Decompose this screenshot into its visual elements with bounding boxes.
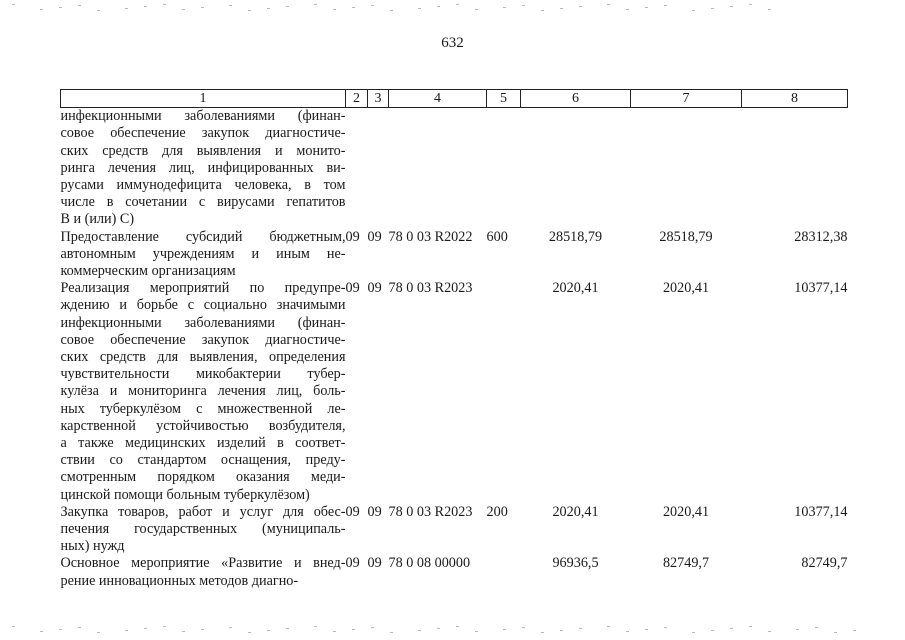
header-col-7: 7 [631, 90, 742, 108]
target-article-code: 78 0 08 00000 [388, 555, 471, 572]
scan-speck [333, 631, 336, 632]
description-line: ных) нужд [60, 538, 125, 555]
scan-speck [125, 630, 128, 631]
scan-speck [475, 9, 478, 10]
table-row [61, 108, 848, 229]
description-line: карственной устойчивостью возбудителя, [60, 417, 346, 434]
scan-speck [229, 627, 232, 628]
description-line: инфекционными заболеваниями (финан- [60, 314, 346, 331]
scan-speck [711, 8, 714, 9]
scan-speck [390, 632, 393, 633]
scan-noise-bottom [0, 626, 905, 636]
scan-speck [503, 629, 506, 630]
description-line: совое обеспечение закупок диагностиче- [60, 331, 346, 348]
table-row [61, 229, 848, 281]
scan-speck [541, 632, 544, 633]
scan-speck [97, 632, 100, 633]
scan-speck [645, 7, 648, 8]
description-line: инфекционными заболеваниями (финан- [60, 108, 346, 125]
scan-speck [579, 6, 582, 7]
scan-noise-top [0, 4, 905, 14]
scan-speck [267, 630, 270, 631]
section-code: 09 [345, 228, 360, 245]
amount-col-7: 28518,79 [659, 228, 713, 245]
row-description [61, 229, 346, 281]
scan-speck [12, 4, 15, 5]
section-code: 09 [345, 280, 360, 297]
row-description [61, 504, 346, 556]
scan-speck [730, 628, 733, 629]
scan-speck [125, 8, 128, 9]
scan-speck [182, 9, 185, 10]
scan-speck [664, 627, 667, 628]
amount-col-7 [631, 108, 742, 229]
scan-speck [560, 8, 563, 9]
row-description [61, 108, 346, 229]
target-article-code [389, 108, 487, 229]
scan-speck [607, 626, 610, 627]
amount-col-8: 82749,7 [801, 555, 848, 572]
scan-speck [352, 629, 355, 630]
scan-speck [475, 631, 478, 632]
section-code [346, 108, 368, 229]
description-line: коммерческим организациям [60, 263, 236, 280]
amount-col-8: 10377,14 [794, 503, 848, 520]
scan-speck [626, 631, 629, 632]
description-line: ждению и борьбе с социально значимыми [60, 297, 346, 314]
scan-speck [201, 7, 204, 8]
description-line: ствии со стандартом оснащения, преду- [60, 452, 346, 469]
amount-col-7: 2020,41 [662, 280, 710, 297]
scan-speck [834, 632, 837, 633]
scan-speck [286, 628, 289, 629]
description-line: цинской помощи больным туберкулёзом) [60, 486, 310, 503]
page-number: 632 [441, 35, 464, 51]
table-row [61, 555, 848, 589]
scan-speck [607, 4, 610, 5]
description-line: ринга лечения лиц, инфицированных ви- [60, 159, 346, 176]
scan-speck [522, 627, 525, 628]
scan-speck [352, 7, 355, 8]
amount-col-6: 2020,41 [552, 280, 599, 297]
amount-col-7: 82749,7 [662, 555, 710, 572]
header-col-4: 4 [389, 90, 487, 108]
scan-speck [78, 627, 81, 628]
description-line: а также медицинских изделий в соответ- [60, 435, 346, 452]
scan-speck [314, 4, 317, 5]
scan-speck [418, 630, 421, 631]
amount-col-6: 28518,79 [548, 228, 603, 245]
subsection-code: 09 [367, 503, 382, 520]
description-line: смотренным порядком оказания меди- [60, 469, 346, 486]
description-line: рение инновационных методов диагно- [60, 572, 299, 589]
scan-speck [12, 626, 15, 627]
expense-type-code [487, 555, 521, 589]
target-article-code: 78 0 03 R2022 [388, 228, 473, 245]
scan-speck [144, 6, 147, 7]
subsection-code: 09 [367, 555, 382, 572]
scan-speck [730, 6, 733, 7]
header-col-8: 8 [742, 90, 848, 108]
expense-type-code [487, 108, 521, 229]
target-article-code: 78 0 03 R2023 [388, 280, 473, 297]
subsection-code: 09 [367, 280, 382, 297]
scan-speck [40, 631, 43, 632]
header-col-6: 6 [521, 90, 631, 108]
scan-speck [163, 4, 166, 5]
expense-type-code: 600 [486, 228, 508, 245]
scan-speck [768, 9, 771, 10]
description-line: ных туберкулёзом с множественной ле- [60, 400, 346, 417]
scan-speck [267, 8, 270, 9]
description-line: печения государственных (муниципаль- [60, 521, 346, 538]
scan-speck [853, 630, 856, 631]
header-col-1: 1 [61, 90, 346, 108]
scan-speck [248, 10, 251, 11]
description-line: ских средств для выявления, определения [60, 349, 346, 366]
scan-speck [144, 628, 147, 629]
scan-speck [749, 4, 752, 5]
scan-speck [286, 6, 289, 7]
scan-speck [371, 627, 374, 628]
scan-speck [692, 632, 695, 633]
scan-speck [768, 631, 771, 632]
scan-speck [796, 629, 799, 630]
section-code: 09 [345, 503, 360, 520]
scan-speck [333, 9, 336, 10]
scan-speck [248, 632, 251, 633]
scan-speck [201, 629, 204, 630]
scan-speck [390, 10, 393, 11]
table-row [61, 280, 848, 504]
amount-col-6 [521, 108, 631, 229]
header-col-2: 2 [346, 90, 368, 108]
description-line: русами иммунодефицита человека, в том [60, 177, 346, 194]
scan-speck [522, 5, 525, 6]
description-line: Реализация мероприятий по предупре- [60, 280, 346, 297]
scan-speck [59, 7, 62, 8]
subsection-code: 09 [367, 228, 382, 245]
amount-col-8 [742, 108, 848, 229]
scan-speck [626, 9, 629, 10]
scan-speck [97, 10, 100, 11]
scan-speck [40, 9, 43, 10]
description-line: автономным учреждениям и иным не- [60, 245, 346, 262]
scan-speck [749, 626, 752, 627]
scan-speck [560, 630, 563, 631]
description-line: числе в сочетании с вирусами гепатитов [60, 194, 346, 211]
scan-speck [456, 626, 459, 627]
expense-type-code [487, 280, 521, 504]
scan-speck [711, 630, 714, 631]
scan-speck [437, 6, 440, 7]
description-line: В и (или) С) [60, 211, 135, 228]
section-code: 09 [345, 555, 360, 572]
header-row [61, 90, 848, 108]
scan-speck [163, 626, 166, 627]
header-col-3: 3 [368, 90, 389, 108]
scan-speck [78, 5, 81, 6]
scan-speck [314, 626, 317, 627]
subsection-code [368, 108, 389, 229]
scan-speck [59, 629, 62, 630]
scan-speck [229, 5, 232, 6]
description-line: совое обеспечение закупок диагностиче- [60, 125, 346, 142]
scan-speck [182, 631, 185, 632]
row-description [61, 280, 346, 504]
expense-type-code: 200 [486, 503, 508, 520]
amount-col-7: 2020,41 [662, 503, 710, 520]
amount-col-6: 96936,5 [552, 555, 599, 572]
description-line: кулёза и мониторинга лечения лиц, боль- [60, 383, 346, 400]
budget-table [60, 89, 848, 590]
scan-speck [815, 627, 818, 628]
description-line: Основное мероприятие «Развитие и внед- [60, 555, 346, 572]
scan-speck [541, 10, 544, 11]
amount-col-6: 2020,41 [552, 503, 599, 520]
description-line: ских средств для выявления и монито- [60, 142, 346, 159]
scan-speck [418, 8, 421, 9]
scan-speck [371, 5, 374, 6]
scan-speck [692, 10, 695, 11]
table-row [61, 504, 848, 556]
scan-speck [664, 5, 667, 6]
description-line: Закупка товаров, работ и услуг для обес- [60, 503, 346, 520]
amount-col-8: 28312,38 [794, 228, 848, 245]
description-line: чувствительности микобактерии тубер- [60, 366, 346, 383]
scan-speck [437, 628, 440, 629]
scan-speck [503, 7, 506, 8]
scan-speck [579, 628, 582, 629]
scan-speck [645, 629, 648, 630]
header-col-5: 5 [487, 90, 521, 108]
description-line: Предоставление субсидий бюджетным, [60, 228, 346, 245]
target-article-code: 78 0 03 R2023 [388, 503, 473, 520]
scan-speck [456, 4, 459, 5]
row-description [61, 555, 346, 589]
amount-col-8: 10377,14 [794, 280, 848, 297]
